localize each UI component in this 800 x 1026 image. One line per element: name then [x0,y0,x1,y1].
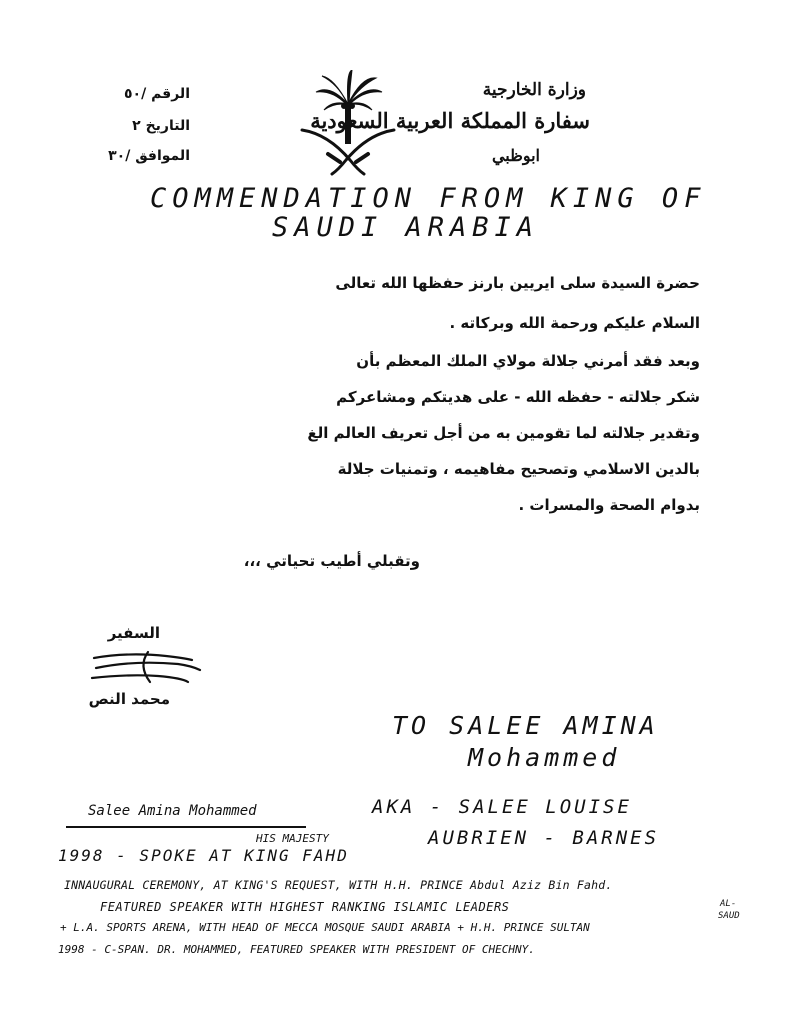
note-his-majesty: HIS MAJESTY [256,832,329,845]
note-line-1: 1998 - SPOKE AT KING FAHD [58,846,349,865]
letter-line-1: حضرة السيدة سلى ايريين بارنز حفظها الله تعالى [335,274,700,292]
note-line-5: 1998 - C-SPAN. DR. MOHAMMED, FEATURED SPEAKER WITH PRESIDENT OF CHECHNY. [58,943,535,956]
letter-line-3: وبعد فقد أمرني جلالة مولاي الملك المعظم بأن [356,352,700,370]
handwritten-title-line2: SAUDI ARABIA [272,212,540,243]
signature-name-arabic: محمد النص [88,690,170,708]
note-al-saud-1: AL- [720,899,737,909]
letter-line-5: وتقدير جلالته لما تقومين به من أجل تعريف العالم الغ [307,424,700,442]
handwritten-title-line1: COMMENDATION FROM KING OF [150,183,707,214]
letter-line-2: السلام عليكم ورحمة الله وبركاته . [449,314,700,332]
note-line-3: FEATURED SPEAKER WITH HIGHEST RANKING ISLAMIC LEADERS [100,900,510,914]
letter-line-6: بالدين الاسلامي وتصحيح مفاهيمه ، وتمنيات جلالة [337,460,700,478]
ref-date-label: التاريخ [145,118,190,134]
note-line-2: INNAUGURAL CEREMONY, AT KING'S REQUEST, WITH H.H. PRINCE Abdul Aziz Bin Fahd. [64,878,613,892]
ref-date-value: ٢ [132,118,141,134]
recipient-name-line: Mohammed [468,743,621,772]
note-line-4: + L.A. SPORTS ARENA, WITH HEAD OF MECCA MOSQUE SAUDI ARABIA + H.H. PRINCE SULTAN [60,921,590,934]
ref-number-label: الرقم [151,86,190,102]
ministry-name: وزارة الخارجية [482,80,586,100]
ref-corresponding-value: /٣٠ [108,148,131,164]
signature-label: السفير [107,624,160,642]
letter-closing: وتقبلي أطيب تحياتي ،،، [243,552,420,570]
ref-corresponding [108,148,190,164]
letter-line-7: بدوام الصحة والمسرات . [518,496,700,514]
ref-corresponding-label: الموافق [135,148,190,164]
note-underline [66,826,306,828]
recipient-to-line: TO SALEE AMINA [392,711,659,740]
ref-number-value: /٥٠ [123,86,147,102]
ref-date [132,118,190,134]
note-aka-line2: AUBRIEN - BARNES [428,827,660,849]
note-aka-line1: AKA - SALEE LOUISE [372,796,632,818]
note-al-saud-2: SAUD [718,911,740,921]
ref-number [124,86,190,102]
note-signature: Salee Amina Mohammed [88,803,257,819]
embassy-city: ابوظبي [491,146,540,165]
embassy-name: سفارة المملكة العربية السعودية [310,108,590,133]
letter-line-4: شكر جلالته - حفظه الله - على هديتكم ومشاعركم [336,388,700,406]
signature-scribble-icon [88,648,208,688]
